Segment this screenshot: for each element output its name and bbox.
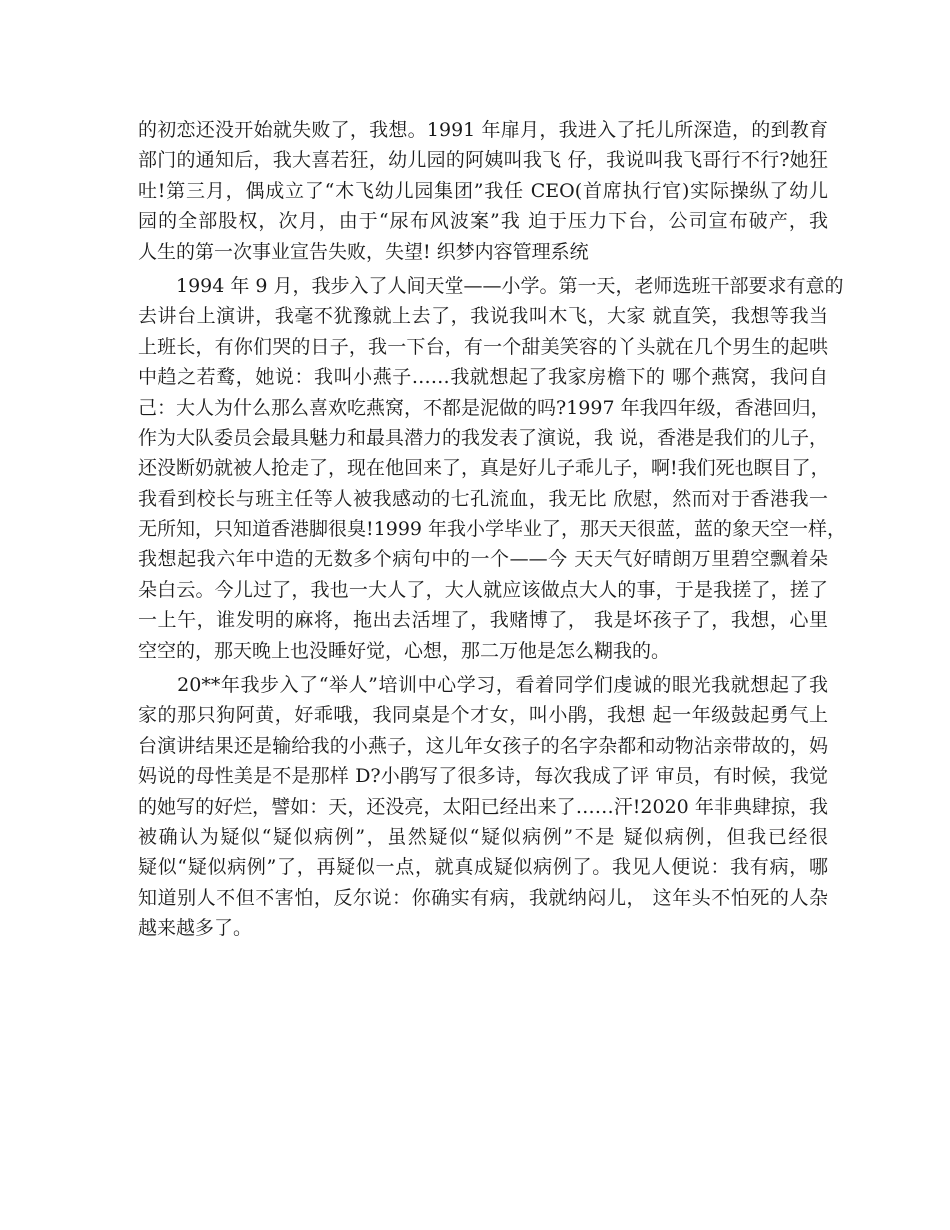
text-line: 人生的第一次事业宣告失败，失望! 织梦内容管理系统: [138, 240, 589, 263]
text-line: 一上午，谁发明的麻将，拖出去活埋了，我赌博了， 我是坏孩子了，我想，心里: [138, 609, 828, 632]
text-line: 己：大人为什么那么喜欢吃燕窝，不都是泥做的吗?1997 年我四年级，香港回归，: [138, 396, 830, 419]
text-line: 部门的通知后，我大喜若狂，幼儿园的阿姨叫我飞 仔，我说叫我飞哥行不行?她狂: [138, 149, 828, 172]
text-line: 越来越多了。: [138, 917, 253, 940]
text-line: 空空的，那天晚上也没睡好觉，心想，那二万他是怎么糊我的。: [138, 639, 671, 662]
text-line: 朵白云。今儿过了，我也一大人了，大人就应该做点大人的事，于是我搓了，搓了: [138, 578, 828, 601]
text-line: 吐!第三月，偶成立了“木飞幼儿园集团”我任 CEO(首席执行官)实际操纵了幼儿: [138, 179, 828, 202]
text-line: 家的那只狗阿黄，好乖哦，我同桌是个才女，叫小鹃，我想 起一年级鼓起勇气上: [138, 704, 828, 727]
paragraph-2: [138, 271, 847, 666]
text-line: 20**年我步入了“举人”培训中心学习，看着同学们虔诚的眼光我就想起了我: [138, 674, 828, 697]
paragraph-3: [138, 670, 828, 944]
text-line: 疑似“疑似病例”了，再疑似一点，就真成疑似病例了。我见人便说：我有病，哪: [138, 856, 828, 879]
text-line: 台演讲结果还是输给我的小燕子，这儿年女孩子的名字杂都和动物沾亲带故的，妈: [138, 734, 828, 757]
paragraph-1: [138, 115, 828, 267]
text-line: 无所知，只知道香港脚很臭!1999 年我小学毕业了，那天天很蓝，蓝的象天空一样，: [138, 518, 847, 541]
text-line: 我看到校长与班主任等人被我感动的七孔流血，我无比 欣慰，然而对于香港我一: [138, 487, 828, 510]
text-line: 知道别人不但不害怕，反尔说：你确实有病，我就纳闷儿， 这年头不怕死的人杂: [138, 886, 828, 909]
text-line: 1994 年 9 月，我步入了人间天堂——小学。第一天，老师选班干部要求有意的: [138, 274, 844, 297]
text-line: 上班长，有你们哭的日子，我一下台，有一个甜美笑容的丫头就在几个男生的起哄: [138, 335, 828, 358]
text-line: 我想起我六年中造的无数多个病句中的一个——今 天天气好晴朗万里碧空飘着朵: [138, 548, 828, 571]
text-line: 妈说的母性美是不是那样 D?小鹃写了很多诗，每次我成了评 审员，有时候，我觉: [138, 765, 828, 788]
text-line: 被确认为疑似“疑似病例”，虽然疑似“疑似病例”不是 疑似病例，但我已经很: [138, 825, 828, 848]
text-line: 作为大队委员会最具魅力和最具潜力的我发表了演说，我 说，香港是我们的儿子，: [138, 426, 829, 449]
text-line: 的她写的好烂，譬如：天，还没亮，太阳已经出来了……汗!2020 年非典肆掠，我: [138, 795, 828, 818]
text-line: 中趋之若鹜，她说：我叫小燕子……我就想起了我家房檐下的 哪个燕窝，我问自: [138, 366, 828, 389]
text-line: 去讲台上演讲，我毫不犹豫就上去了，我说我叫木飞，大家 就直笑，我想等我当: [138, 305, 828, 328]
text-line: 园的全部股权，次月，由于“尿布风波案”我 迫于压力下台，公司宣布破产，我: [138, 210, 828, 233]
text-line: 的初恋还没开始就失败了，我想。1991 年扉月，我进入了托儿所深造，的到教育: [138, 119, 828, 141]
document-body: [138, 115, 847, 944]
text-line: 还没断奶就被人抢走了，现在他回来了，真是好儿子乖儿子，啊!我们死也瞑目了，: [138, 457, 830, 480]
